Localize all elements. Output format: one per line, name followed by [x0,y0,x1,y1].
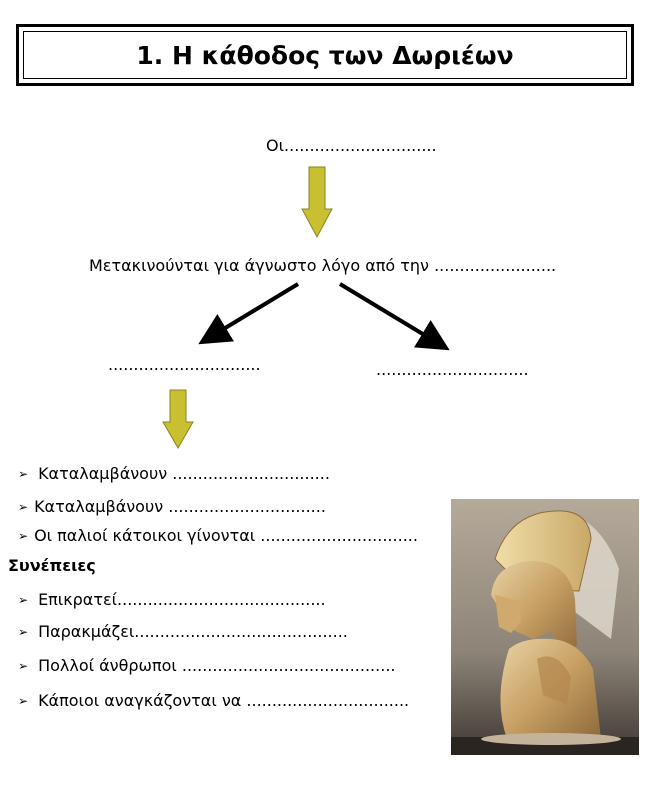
middle-text: Μετακινούνται για άγνωστο λόγο από την [89,256,429,275]
list-item [18,526,418,545]
list-item-text: Παρακμάζει [38,622,135,641]
right-arrow-icon [340,284,436,342]
list-item-blank: .......................................... [134,622,348,641]
consequences-heading: Συνέπειες [8,556,96,575]
bullet-arrow-icon: ➢ [18,499,29,514]
list-item [18,656,395,675]
list-item-text: Επικρατεί [38,590,118,609]
middle-line [89,256,556,276]
bullet-arrow-icon: ➢ [18,592,29,607]
top-blank: .............................. [284,136,437,155]
bullet-arrow-icon: ➢ [18,528,29,543]
list-item [18,590,326,609]
list-item-text: Καταλαμβάνουν [34,497,164,516]
split-arrows [190,280,460,355]
list-item [18,622,348,641]
down-arrow-icon [300,165,334,239]
right-blank: .............................. [376,360,529,379]
left-blank: .............................. [108,355,261,374]
list-item-blank: ............................... [260,526,418,545]
list-item-blank: ............................... [172,464,330,483]
down-arrow-icon [161,388,195,450]
top-line [266,136,437,156]
list-item-blank: ................................ [246,691,410,710]
list-item-blank: ......................................... [117,590,326,609]
list-item-text: Πολλοί άνθρωποι [38,656,177,675]
list-item-text: Καταλαμβάνουν [38,464,168,483]
list-item [18,464,330,483]
spartan-statue-image [451,499,639,755]
left-arrow-icon [212,284,298,336]
list-item-text: Κάποιοι αναγκάζονται να [38,691,242,710]
bullet-arrow-icon: ➢ [18,466,29,481]
bullet-arrow-icon: ➢ [18,693,29,708]
title-inner-frame [23,31,627,79]
list-item [18,497,326,516]
top-text: Οι [266,136,285,155]
middle-blank: ........................ [434,256,557,275]
list-item [18,691,409,710]
list-item-blank: .......................................... [181,656,396,675]
bullet-arrow-icon: ➢ [18,658,29,673]
list-item-text: Οι παλιοί κάτοικοι γίνονται [34,526,256,545]
bullet-arrow-icon: ➢ [18,624,29,639]
list-item-blank: ............................... [168,497,326,516]
page-title: 1. Η κάθοδος των Δωριέων [136,40,514,70]
title-box [16,24,634,86]
